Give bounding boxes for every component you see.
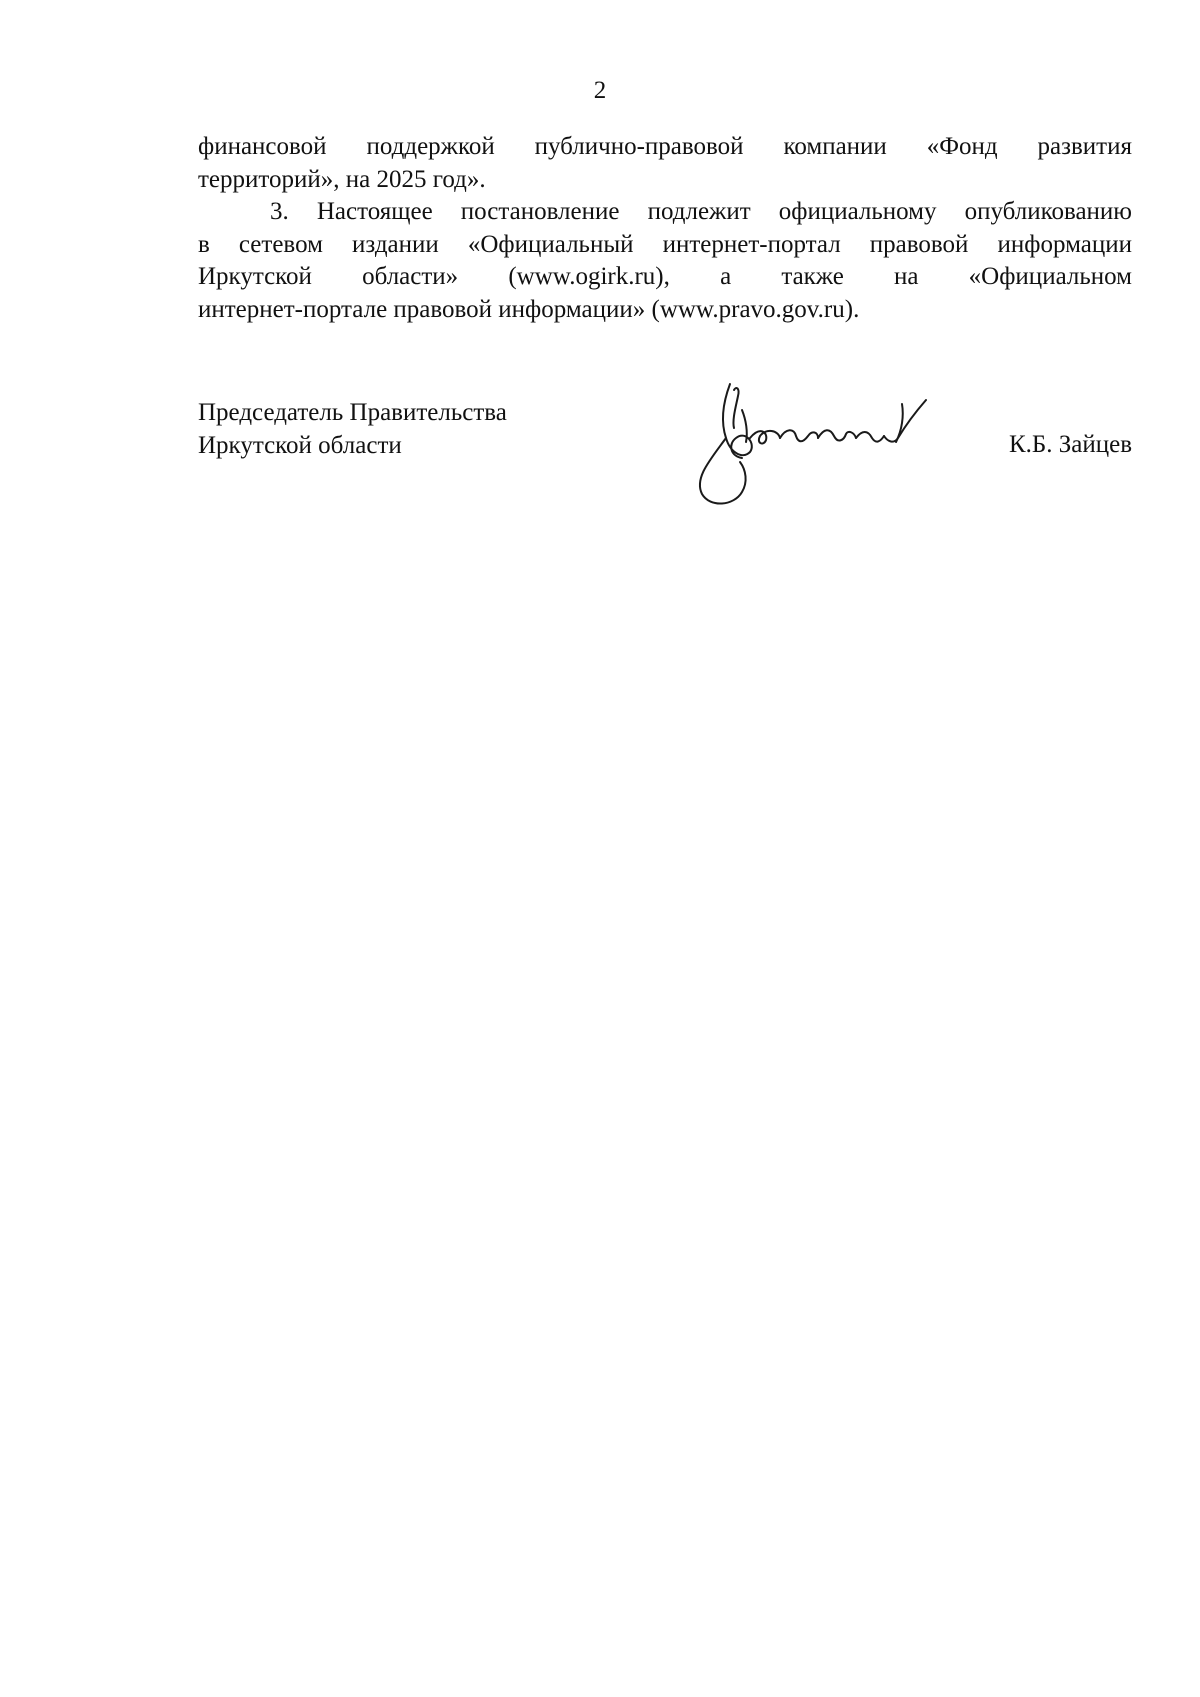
- text-line: Иркутской области» (www.ogirk.ru), а также на «Официальном: [198, 263, 1132, 291]
- text-line: 3. Настоящее постановление подлежит официальному опубликованию: [270, 198, 1132, 226]
- text-line: территорий», на 2025 год».: [198, 165, 486, 193]
- signatory-title-line: Иркутской области: [198, 431, 402, 459]
- signatory-title-line: Председатель Правительства: [198, 399, 507, 426]
- document-body: [198, 131, 1132, 327]
- paragraph-continuation: [198, 131, 1132, 196]
- signatory-title: [198, 397, 507, 462]
- text-line: в сетевом издании «Официальный интернет-портал правовой информации: [198, 230, 1132, 258]
- handwritten-signature: [690, 380, 960, 510]
- text-line: финансовой поддержкой публично-правовой компании «Фонд развития: [198, 133, 1132, 160]
- text-line: интернет-портале правовой информации» (www.pravo.gov.ru).: [198, 295, 860, 323]
- paragraph-item-3: [198, 196, 1132, 326]
- page-number: 2: [593, 77, 607, 104]
- signer-name: К.Б. Зайцев: [1008, 431, 1132, 458]
